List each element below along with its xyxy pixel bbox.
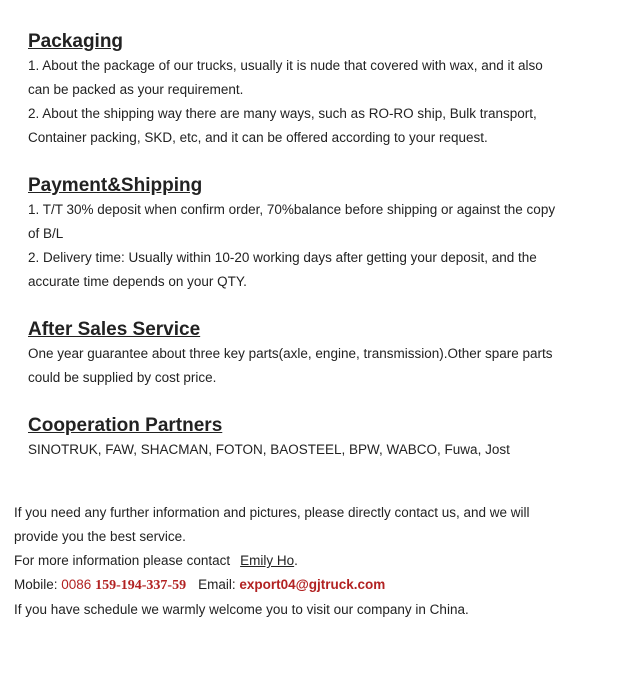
packaging-line-3: 2. About the shipping way there are many ways, such as RO-RO ship, Bulk transport, bbox=[28, 106, 537, 121]
packaging-section bbox=[28, 30, 603, 150]
email-link[interactable]: export04@gjtruck.com bbox=[239, 577, 386, 592]
payment-section bbox=[28, 174, 603, 294]
after-sales-line-2: could be supplied by cost price. bbox=[28, 370, 217, 385]
contact-block bbox=[14, 501, 614, 622]
contact-prefix: For more information please contact bbox=[14, 553, 231, 568]
payment-line-1: 1. T/T 30% deposit when confirm order, 70%balance before shipping or against the copy bbox=[28, 202, 556, 217]
payment-heading: Payment&Shipping bbox=[28, 175, 203, 196]
contact-line bbox=[14, 549, 614, 573]
footer-line-5: If you have schedule we warmly welcome you to visit our company in China. bbox=[14, 602, 469, 617]
mobile-email-line bbox=[14, 573, 614, 598]
after-sales-section bbox=[28, 318, 603, 390]
partners-heading: Cooperation Partners bbox=[28, 415, 223, 436]
after-sales-line-1: One year guarantee about three key parts(axle, engine, transmission).Other spare parts bbox=[28, 346, 553, 361]
footer-line-2: provide you the best service. bbox=[14, 529, 186, 544]
mobile-number: 159-194-337-59 bbox=[95, 578, 187, 593]
mobile-label: Mobile: bbox=[14, 577, 62, 592]
packaging-line-2: can be packed as your requirement. bbox=[28, 82, 244, 97]
email-label: Email: bbox=[198, 577, 240, 592]
packaging-line-1: 1. About the package of our trucks, usually it is nude that covered with wax, and it also bbox=[28, 58, 543, 73]
partners-section bbox=[28, 414, 603, 462]
partners-line-1: SINOTRUK, FAW, SHACMAN, FOTON, BAOSTEEL, BPW, WABCO, Fuwa, Jost bbox=[28, 442, 510, 457]
after-sales-heading: After Sales Service bbox=[28, 319, 201, 340]
contact-name-link[interactable]: Emily Ho bbox=[240, 553, 295, 568]
contact-suffix: . bbox=[294, 553, 298, 568]
packaging-line-4: Container packing, SKD, etc, and it can be offered according to your request. bbox=[28, 130, 488, 145]
payment-line-2: of B/L bbox=[28, 226, 64, 241]
packaging-heading: Packaging bbox=[28, 31, 124, 52]
payment-line-3: 2. Delivery time: Usually within 10-20 working days after getting your deposit, and the bbox=[28, 250, 537, 265]
payment-line-4: accurate time depends on your QTY. bbox=[28, 274, 247, 289]
mobile-code: 0086 bbox=[61, 577, 96, 592]
footer-line-1: If you need any further information and pictures, please directly contact us, and we will bbox=[14, 505, 530, 520]
